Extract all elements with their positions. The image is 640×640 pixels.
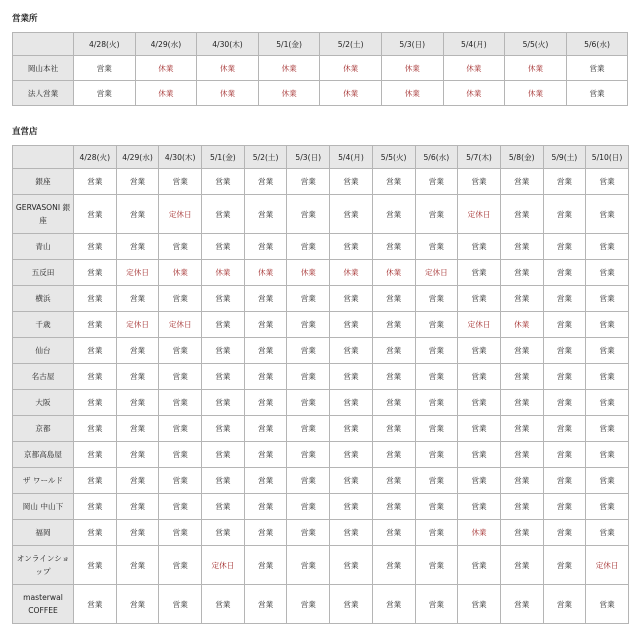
status-cell: 営業 — [159, 442, 202, 468]
status-cell: 営業 — [74, 312, 117, 338]
status-cell: 営業 — [159, 169, 202, 195]
status-cell: 営業 — [159, 585, 202, 624]
status-cell: 営業 — [287, 442, 330, 468]
date-header: 4/29(水) — [116, 146, 159, 169]
status-cell: 営業 — [74, 169, 117, 195]
status-cell: 営業 — [330, 468, 373, 494]
status-cell: 休業 — [381, 81, 443, 106]
location-name: 法人営業 — [13, 81, 74, 106]
date-header: 4/30(木) — [159, 146, 202, 169]
status-cell: 休業 — [372, 260, 415, 286]
status-cell: 営業 — [244, 195, 287, 234]
status-cell: 営業 — [74, 468, 117, 494]
status-cell: 営業 — [586, 286, 629, 312]
status-cell: 営業 — [586, 234, 629, 260]
status-cell: 営業 — [74, 442, 117, 468]
status-cell: 営業 — [287, 195, 330, 234]
status-cell: 営業 — [330, 416, 373, 442]
status-cell: 営業 — [244, 390, 287, 416]
status-cell: 営業 — [543, 286, 586, 312]
status-cell: 休業 — [443, 81, 505, 106]
status-cell: 営業 — [287, 338, 330, 364]
date-header: 5/2(土) — [244, 146, 287, 169]
status-cell: 営業 — [330, 546, 373, 585]
date-header: 5/6(水) — [566, 33, 628, 56]
status-cell: 営業 — [330, 195, 373, 234]
status-cell: 休業 — [287, 260, 330, 286]
status-cell: 営業 — [372, 195, 415, 234]
status-cell: 営業 — [458, 494, 501, 520]
status-cell: 営業 — [458, 364, 501, 390]
status-cell: 営業 — [543, 494, 586, 520]
status-cell: 休業 — [258, 56, 320, 81]
date-header: 5/7(木) — [458, 146, 501, 169]
offices-section-title: 営業所 — [12, 14, 38, 24]
status-cell: 営業 — [586, 338, 629, 364]
status-cell: 営業 — [458, 546, 501, 585]
status-cell: 営業 — [287, 169, 330, 195]
location-row — [13, 338, 629, 364]
status-cell: 休業 — [458, 520, 501, 546]
date-header: 4/28(火) — [74, 146, 117, 169]
status-cell: 営業 — [159, 364, 202, 390]
status-cell: 営業 — [202, 390, 245, 416]
status-cell: 営業 — [586, 494, 629, 520]
status-cell: 営業 — [202, 195, 245, 234]
status-cell: 休業 — [197, 56, 259, 81]
status-cell: 営業 — [372, 468, 415, 494]
status-cell: 営業 — [159, 468, 202, 494]
status-cell: 営業 — [372, 390, 415, 416]
date-header: 5/3(日) — [381, 33, 443, 56]
status-cell: 営業 — [372, 585, 415, 624]
status-cell: 営業 — [116, 585, 159, 624]
status-cell: 営業 — [500, 364, 543, 390]
status-cell: 営業 — [330, 312, 373, 338]
location-name: 京都高島屋 — [13, 442, 74, 468]
status-cell: 休業 — [505, 56, 567, 81]
status-cell: 営業 — [500, 585, 543, 624]
status-cell: 営業 — [74, 286, 117, 312]
status-cell: 営業 — [372, 494, 415, 520]
status-cell: 営業 — [415, 416, 458, 442]
status-cell: 営業 — [458, 169, 501, 195]
status-cell: 営業 — [415, 338, 458, 364]
status-cell: 営業 — [330, 234, 373, 260]
date-header: 5/1(金) — [202, 146, 245, 169]
status-cell: 営業 — [500, 442, 543, 468]
status-cell: 営業 — [543, 416, 586, 442]
status-cell: 営業 — [287, 585, 330, 624]
status-cell: 営業 — [74, 81, 136, 106]
location-row — [13, 520, 629, 546]
status-cell: 営業 — [116, 234, 159, 260]
status-cell: 営業 — [159, 546, 202, 585]
status-cell: 営業 — [287, 312, 330, 338]
status-cell: 営業 — [330, 494, 373, 520]
status-cell: 営業 — [543, 234, 586, 260]
status-cell: 営業 — [159, 286, 202, 312]
status-cell: 営業 — [116, 286, 159, 312]
status-cell: 営業 — [586, 520, 629, 546]
status-cell: 定休日 — [116, 312, 159, 338]
status-cell: 営業 — [500, 234, 543, 260]
status-cell: 営業 — [202, 442, 245, 468]
status-cell: 営業 — [415, 468, 458, 494]
status-cell: 定休日 — [586, 546, 629, 585]
status-cell: 営業 — [74, 234, 117, 260]
status-cell: 営業 — [330, 364, 373, 390]
location-name: 名古屋 — [13, 364, 74, 390]
status-cell: 営業 — [244, 286, 287, 312]
status-cell: 営業 — [458, 286, 501, 312]
status-cell: 営業 — [415, 364, 458, 390]
status-cell: 営業 — [244, 169, 287, 195]
status-cell: 営業 — [458, 234, 501, 260]
status-cell: 営業 — [543, 546, 586, 585]
status-cell: 営業 — [74, 546, 117, 585]
stores-schedule-table — [12, 145, 629, 624]
status-cell: 定休日 — [458, 312, 501, 338]
status-cell: 営業 — [116, 494, 159, 520]
location-row — [13, 468, 629, 494]
status-cell: 営業 — [330, 442, 373, 468]
status-cell: 営業 — [586, 195, 629, 234]
status-cell: 営業 — [543, 390, 586, 416]
offices-header-row — [13, 33, 628, 56]
status-cell: 営業 — [330, 169, 373, 195]
status-cell: 営業 — [586, 364, 629, 390]
status-cell: 営業 — [74, 195, 117, 234]
status-cell: 営業 — [330, 286, 373, 312]
status-cell: 営業 — [500, 390, 543, 416]
status-cell: 定休日 — [159, 195, 202, 234]
location-row — [13, 312, 629, 338]
status-cell: 休業 — [135, 56, 197, 81]
status-cell: 営業 — [372, 546, 415, 585]
location-row — [13, 260, 629, 286]
stores-header-row — [13, 146, 629, 169]
status-cell: 営業 — [116, 416, 159, 442]
status-cell: 営業 — [74, 585, 117, 624]
status-cell: 営業 — [543, 585, 586, 624]
status-cell: 営業 — [202, 234, 245, 260]
status-cell: 営業 — [500, 260, 543, 286]
status-cell: 営業 — [500, 195, 543, 234]
status-cell: 営業 — [116, 169, 159, 195]
date-header: 5/2(土) — [320, 33, 382, 56]
status-cell: 営業 — [202, 364, 245, 390]
status-cell: 営業 — [415, 494, 458, 520]
status-cell: 営業 — [458, 416, 501, 442]
date-header: 4/30(木) — [197, 33, 259, 56]
status-cell: 営業 — [415, 546, 458, 585]
status-cell: 営業 — [202, 416, 245, 442]
status-cell: 営業 — [330, 520, 373, 546]
status-cell: 営業 — [244, 442, 287, 468]
status-cell: 定休日 — [116, 260, 159, 286]
status-cell: 営業 — [543, 364, 586, 390]
status-cell: 営業 — [159, 494, 202, 520]
date-header: 5/3(日) — [287, 146, 330, 169]
status-cell: 営業 — [202, 585, 245, 624]
status-cell: 定休日 — [159, 312, 202, 338]
location-row — [13, 81, 628, 106]
status-cell: 営業 — [500, 338, 543, 364]
status-cell: 営業 — [500, 416, 543, 442]
location-row — [13, 169, 629, 195]
status-cell: 営業 — [566, 81, 628, 106]
status-cell: 営業 — [287, 234, 330, 260]
status-cell: 営業 — [202, 468, 245, 494]
location-row — [13, 364, 629, 390]
location-name: 岡山 中山下 — [13, 494, 74, 520]
status-cell: 営業 — [74, 520, 117, 546]
status-cell: 営業 — [586, 416, 629, 442]
status-cell: 営業 — [159, 520, 202, 546]
status-cell: 営業 — [116, 520, 159, 546]
status-cell: 営業 — [372, 169, 415, 195]
location-row — [13, 585, 629, 624]
stores-body — [13, 169, 629, 624]
status-cell: 営業 — [116, 390, 159, 416]
date-header: 5/1(金) — [258, 33, 320, 56]
status-cell: 営業 — [458, 442, 501, 468]
status-cell: 営業 — [330, 338, 373, 364]
header-corner-cell — [13, 33, 74, 56]
status-cell: 定休日 — [202, 546, 245, 585]
status-cell: 営業 — [372, 364, 415, 390]
status-cell: 営業 — [244, 364, 287, 390]
status-cell: 営業 — [244, 494, 287, 520]
status-cell: 営業 — [458, 468, 501, 494]
status-cell: 営業 — [500, 520, 543, 546]
status-cell: 営業 — [116, 195, 159, 234]
status-cell: 営業 — [566, 56, 628, 81]
status-cell: 休業 — [500, 312, 543, 338]
status-cell: 営業 — [415, 195, 458, 234]
status-cell: 休業 — [202, 260, 245, 286]
date-header: 5/6(水) — [415, 146, 458, 169]
status-cell: 営業 — [287, 286, 330, 312]
status-cell: 営業 — [543, 468, 586, 494]
status-cell: 営業 — [500, 546, 543, 585]
status-cell: 営業 — [244, 416, 287, 442]
status-cell: 営業 — [458, 338, 501, 364]
status-cell: 休業 — [135, 81, 197, 106]
location-name: オンラインショップ — [13, 546, 74, 585]
date-header: 4/29(水) — [135, 33, 197, 56]
status-cell: 営業 — [415, 234, 458, 260]
status-cell: 営業 — [458, 585, 501, 624]
status-cell: 休業 — [320, 81, 382, 106]
location-row — [13, 56, 628, 81]
status-cell: 営業 — [74, 494, 117, 520]
status-cell: 休業 — [197, 81, 259, 106]
status-cell: 営業 — [586, 585, 629, 624]
status-cell: 営業 — [202, 338, 245, 364]
location-name: masterwal COFFEE — [13, 585, 74, 624]
status-cell: 営業 — [287, 520, 330, 546]
status-cell: 営業 — [244, 546, 287, 585]
date-header: 5/5(火) — [372, 146, 415, 169]
location-name: 銀座 — [13, 169, 74, 195]
offices-schedule-table — [12, 32, 628, 106]
status-cell: 定休日 — [458, 195, 501, 234]
status-cell: 営業 — [543, 520, 586, 546]
status-cell: 営業 — [244, 312, 287, 338]
location-name: 京都 — [13, 416, 74, 442]
status-cell: 営業 — [287, 416, 330, 442]
status-cell: 営業 — [458, 260, 501, 286]
status-cell: 営業 — [372, 338, 415, 364]
location-row — [13, 494, 629, 520]
status-cell: 営業 — [287, 468, 330, 494]
location-name: 仙台 — [13, 338, 74, 364]
status-cell: 営業 — [159, 390, 202, 416]
status-cell: 営業 — [543, 195, 586, 234]
status-cell: 営業 — [330, 585, 373, 624]
status-cell: 営業 — [586, 390, 629, 416]
location-row — [13, 195, 629, 234]
status-cell: 営業 — [116, 546, 159, 585]
status-cell: 営業 — [372, 286, 415, 312]
offices-body — [13, 56, 628, 106]
location-name: GERVASONI 銀座 — [13, 195, 74, 234]
status-cell: 営業 — [74, 260, 117, 286]
status-cell: 営業 — [202, 494, 245, 520]
location-name: 五反田 — [13, 260, 74, 286]
location-name: 横浜 — [13, 286, 74, 312]
status-cell: 営業 — [372, 442, 415, 468]
status-cell: 営業 — [543, 312, 586, 338]
date-header: 4/28(火) — [74, 33, 136, 56]
location-row — [13, 416, 629, 442]
status-cell: 営業 — [287, 364, 330, 390]
location-name: ザ ワールド — [13, 468, 74, 494]
status-cell: 営業 — [159, 416, 202, 442]
status-cell: 営業 — [543, 442, 586, 468]
location-name: 岡山本社 — [13, 56, 74, 81]
status-cell: 定休日 — [415, 260, 458, 286]
status-cell: 休業 — [330, 260, 373, 286]
date-header: 5/8(金) — [500, 146, 543, 169]
status-cell: 営業 — [202, 520, 245, 546]
status-cell: 営業 — [415, 520, 458, 546]
status-cell: 営業 — [287, 494, 330, 520]
location-row — [13, 442, 629, 468]
status-cell: 営業 — [500, 494, 543, 520]
location-row — [13, 286, 629, 312]
status-cell: 営業 — [543, 169, 586, 195]
status-cell: 営業 — [415, 312, 458, 338]
status-cell: 営業 — [372, 416, 415, 442]
status-cell: 営業 — [586, 468, 629, 494]
status-cell: 営業 — [116, 364, 159, 390]
status-cell: 営業 — [458, 390, 501, 416]
status-cell: 休業 — [320, 56, 382, 81]
status-cell: 営業 — [543, 338, 586, 364]
status-cell: 営業 — [415, 390, 458, 416]
status-cell: 営業 — [586, 442, 629, 468]
status-cell: 営業 — [116, 468, 159, 494]
status-cell: 営業 — [202, 169, 245, 195]
location-row — [13, 390, 629, 416]
stores-section-title: 直営店 — [12, 127, 38, 137]
status-cell: 営業 — [244, 234, 287, 260]
status-cell: 休業 — [381, 56, 443, 81]
status-cell: 営業 — [287, 390, 330, 416]
location-row — [13, 234, 629, 260]
status-cell: 営業 — [500, 169, 543, 195]
date-header: 5/10(日) — [586, 146, 629, 169]
status-cell: 休業 — [443, 56, 505, 81]
status-cell: 休業 — [159, 260, 202, 286]
location-row — [13, 546, 629, 585]
status-cell: 営業 — [372, 234, 415, 260]
status-cell: 営業 — [159, 234, 202, 260]
status-cell: 休業 — [505, 81, 567, 106]
status-cell: 営業 — [244, 520, 287, 546]
status-cell: 営業 — [415, 585, 458, 624]
status-cell: 営業 — [202, 312, 245, 338]
status-cell: 営業 — [586, 260, 629, 286]
status-cell: 営業 — [74, 338, 117, 364]
status-cell: 営業 — [74, 364, 117, 390]
status-cell: 営業 — [74, 56, 136, 81]
status-cell: 休業 — [244, 260, 287, 286]
location-name: 大阪 — [13, 390, 74, 416]
date-header: 5/5(火) — [505, 33, 567, 56]
status-cell: 営業 — [372, 520, 415, 546]
date-header: 5/9(土) — [543, 146, 586, 169]
status-cell: 営業 — [244, 585, 287, 624]
location-name: 青山 — [13, 234, 74, 260]
status-cell: 営業 — [159, 338, 202, 364]
status-cell: 営業 — [415, 286, 458, 312]
status-cell: 営業 — [202, 286, 245, 312]
status-cell: 営業 — [415, 169, 458, 195]
status-cell: 営業 — [372, 312, 415, 338]
status-cell: 営業 — [74, 390, 117, 416]
location-name: 福岡 — [13, 520, 74, 546]
status-cell: 営業 — [500, 468, 543, 494]
status-cell: 営業 — [586, 169, 629, 195]
status-cell: 営業 — [74, 416, 117, 442]
status-cell: 営業 — [500, 286, 543, 312]
status-cell: 営業 — [287, 546, 330, 585]
status-cell: 営業 — [244, 468, 287, 494]
location-name: 千歳 — [13, 312, 74, 338]
status-cell: 営業 — [543, 260, 586, 286]
date-header: 5/4(月) — [330, 146, 373, 169]
status-cell: 営業 — [244, 338, 287, 364]
status-cell: 営業 — [586, 312, 629, 338]
header-corner-cell — [13, 146, 74, 169]
status-cell: 営業 — [116, 442, 159, 468]
status-cell: 営業 — [415, 442, 458, 468]
status-cell: 営業 — [330, 390, 373, 416]
date-header: 5/4(月) — [443, 33, 505, 56]
status-cell: 休業 — [258, 81, 320, 106]
status-cell: 営業 — [116, 338, 159, 364]
